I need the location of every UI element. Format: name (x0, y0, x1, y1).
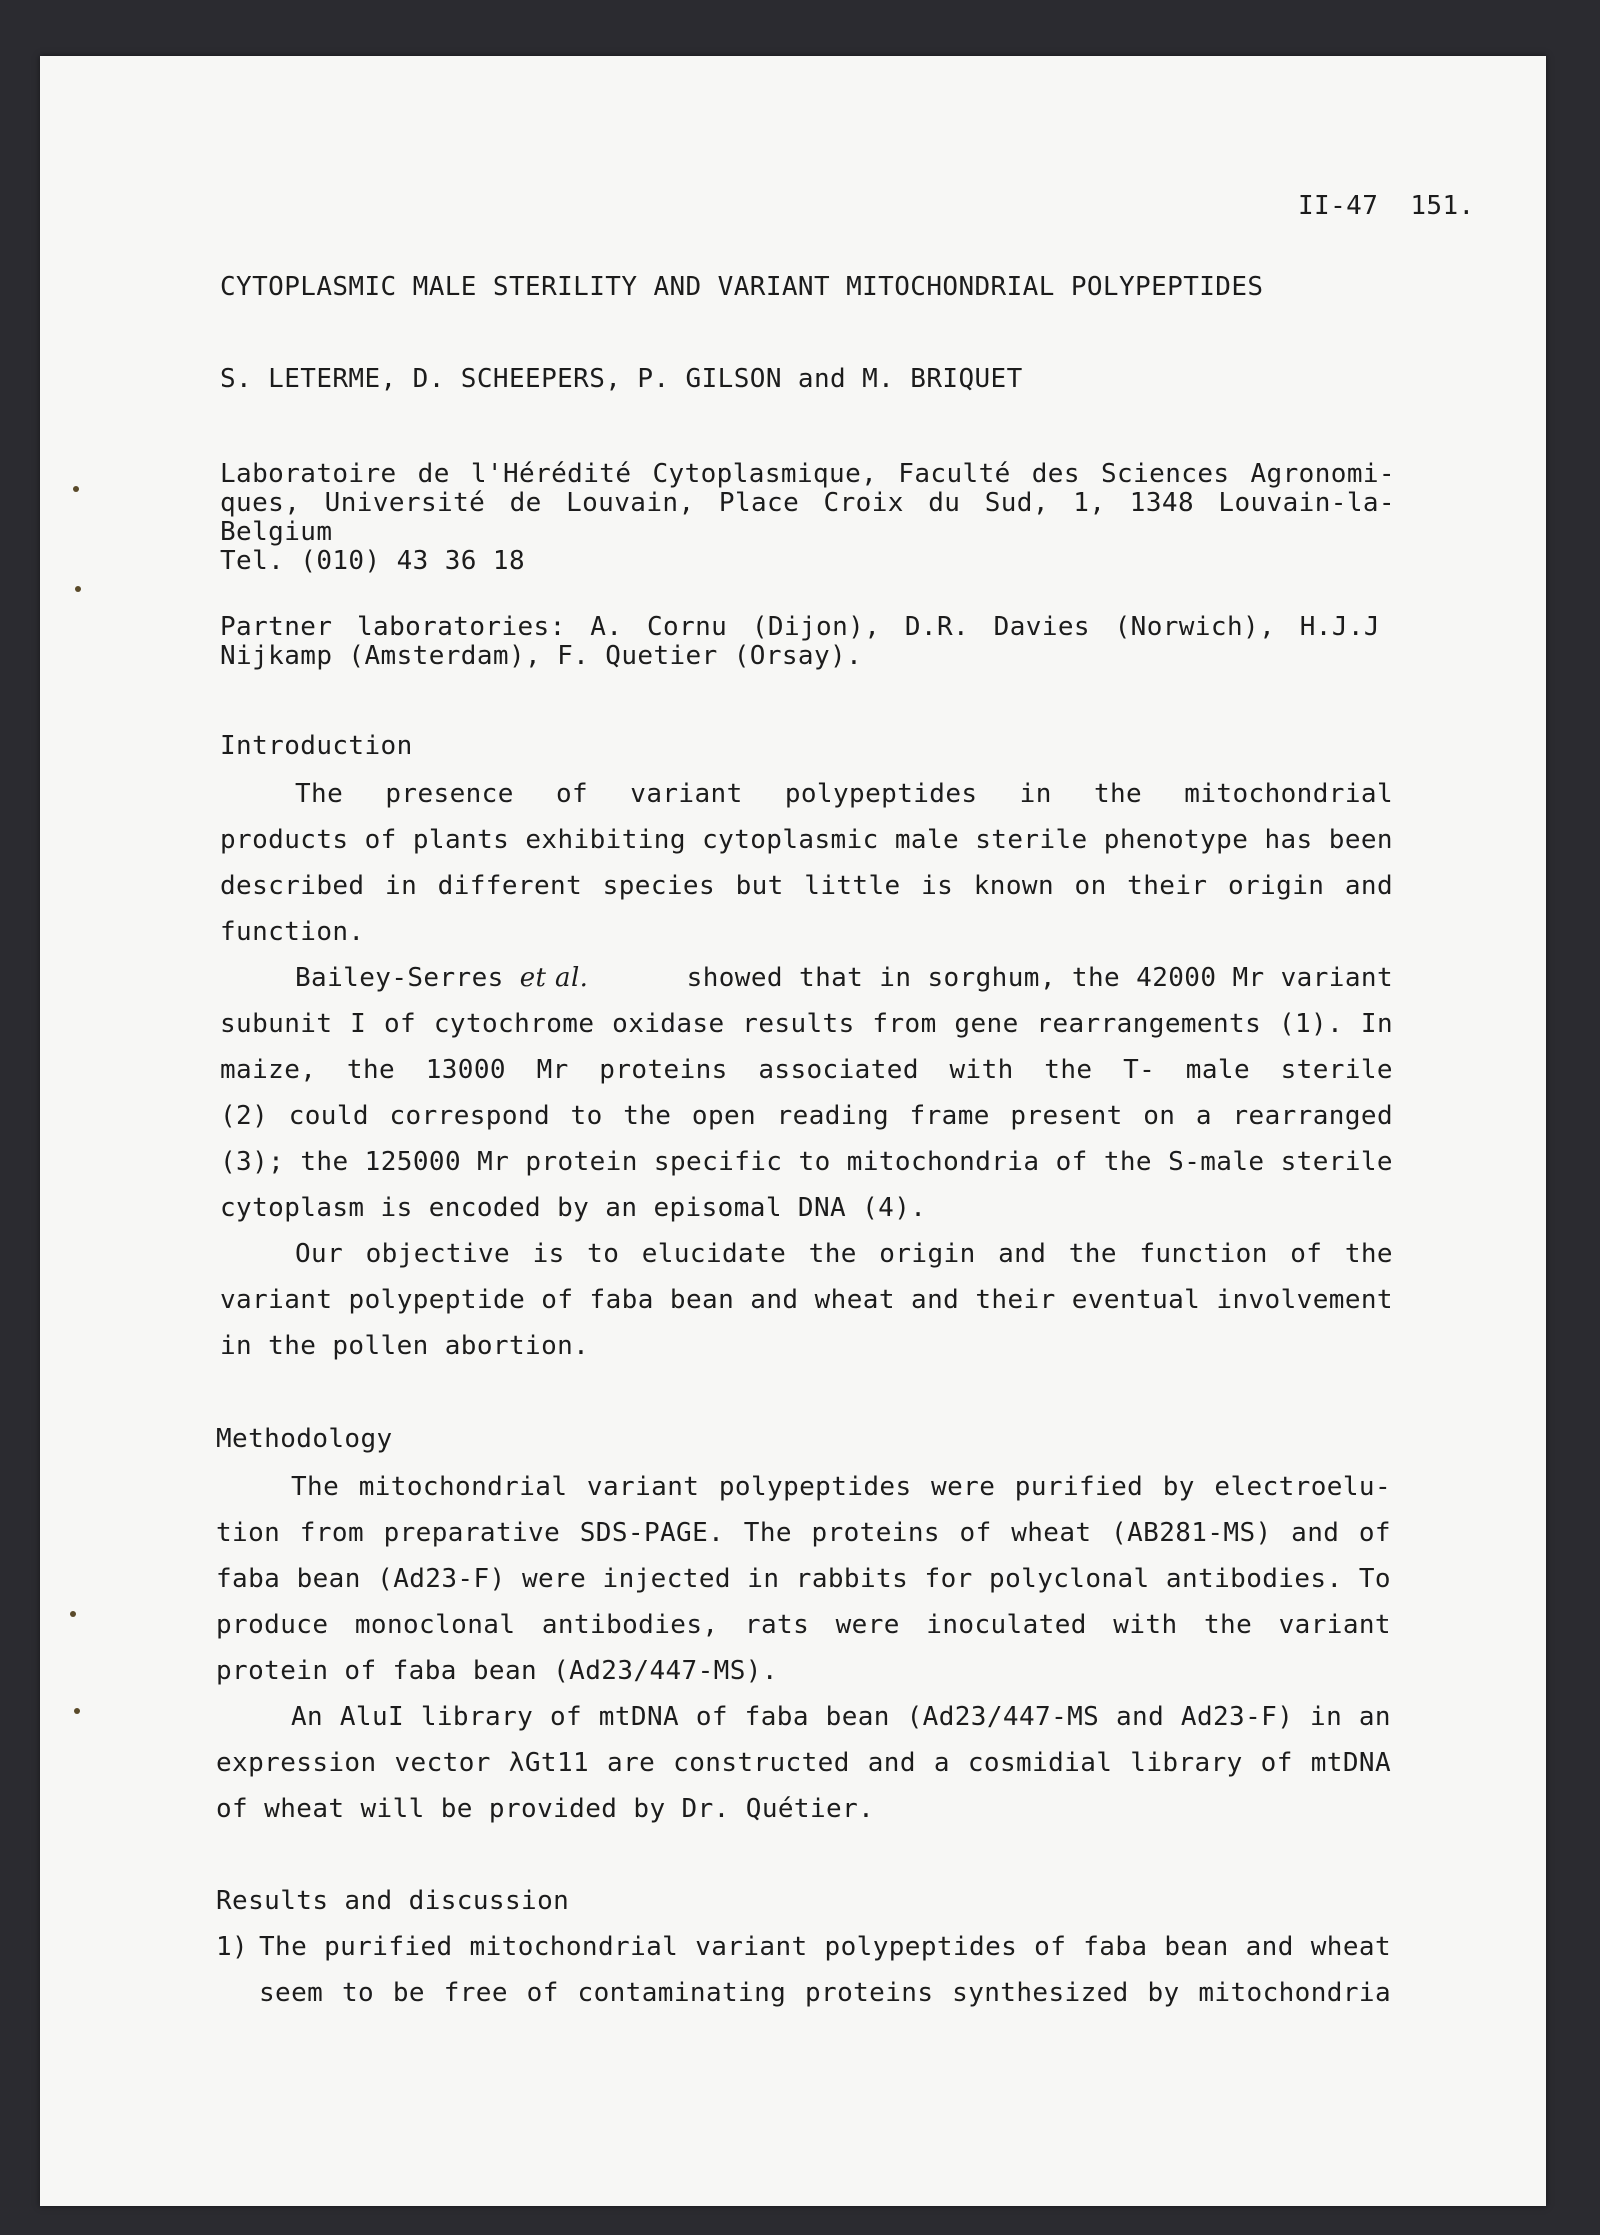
margin-mark (75, 586, 81, 592)
partners-line: Nijkamp (Amsterdam), F. Quetier (Orsay). (220, 641, 863, 671)
paragraph-line: The presence of variant polypeptides in the mitochondrial (295, 779, 1393, 809)
paragraph-line: function. (220, 917, 365, 947)
paragraph-line: described in different species but little is known on their origin and (220, 871, 1393, 901)
paragraph-line: Our objective is to elucidate the origin and the function of the (295, 1239, 1393, 1269)
paragraph-line: products of plants exhibiting cytoplasmic male sterile phenotype has been (220, 825, 1393, 855)
section-heading-methodology: Methodology (216, 1424, 393, 1454)
italic-citation: et al. (519, 963, 589, 993)
list-number: 1) (216, 1932, 249, 1962)
paragraph-line: (2) could correspond to the open reading frame present on a rearranged (220, 1101, 1393, 1131)
text-span: Bailey-Serres (295, 963, 520, 993)
paragraph-line: tion from preparative SDS-PAGE. The proteins of wheat (AB281-MS) and of (216, 1518, 1391, 1548)
paper-title: CYTOPLASMIC MALE STERILITY AND VARIANT MITOCHONDRIAL POLYPEPTIDES (220, 272, 1264, 302)
paragraph-line: protein of faba bean (Ad23/447-MS). (216, 1656, 778, 1686)
margin-mark (74, 1708, 80, 1714)
section-heading-introduction: Introduction (220, 731, 413, 761)
paragraph-line (295, 963, 1393, 993)
paragraph-line: variant polypeptide of faba bean and wheat and their eventual involvement (220, 1285, 1393, 1315)
list-item-line: The purified mitochondrial variant polypeptides of faba bean and wheat (259, 1932, 1391, 1962)
paragraph-line: (3); the 125000 Mr protein specific to mitochondria of the S-male sterile (220, 1147, 1393, 1177)
page-number: II-47 151. (1298, 191, 1475, 221)
paragraph-line: The mitochondrial variant polypeptides were purified by electroelu- (291, 1472, 1391, 1502)
paragraph-line: subunit I of cytochrome oxidase results from gene rearrangements (1). In (220, 1009, 1393, 1039)
list-item-line: seem to be free of contaminating proteins synthesized by mitochondria (259, 1978, 1391, 2008)
paragraph-line: in the pollen abortion. (220, 1331, 590, 1361)
paragraph-line: An AluI library of mtDNA of faba bean (Ad23/447-MS and Ad23-F) in an (291, 1702, 1391, 1732)
document-page (40, 56, 1546, 2206)
text-span: showed that in sorghum, the 42000 Mr variant (670, 963, 1393, 993)
section-heading-results: Results and discussion (216, 1886, 570, 1916)
margin-mark (73, 486, 79, 492)
affiliation-line: Belgium (220, 517, 333, 547)
affiliation-line: ques, Université de Louvain, Place Croix du Sud, 1, 1348 Louvain-la- (220, 488, 1395, 518)
partners-line: Partner laboratories: A. Cornu (Dijon), D.R. Davies (Norwich), H.J.J (220, 612, 1380, 642)
paragraph-line: produce monoclonal antibodies, rats were inoculated with the variant (216, 1610, 1391, 1640)
paragraph-line: cytoplasm is encoded by an episomal DNA (4). (220, 1193, 927, 1223)
telephone: Tel. (010) 43 36 18 (220, 546, 526, 576)
authors: S. LETERME, D. SCHEEPERS, P. GILSON and M. BRIQUET (220, 364, 1023, 394)
affiliation-line: Laboratoire de l'Hérédité Cytoplasmique, Faculté des Sciences Agronomi- (220, 459, 1395, 489)
paragraph-line: of wheat will be provided by Dr. Quétier. (216, 1794, 875, 1824)
paragraph-line: maize, the 13000 Mr proteins associated with the T- male sterile (220, 1055, 1393, 1085)
paragraph-line: expression vector λGt11 are constructed and a cosmidial library of mtDNA (216, 1748, 1391, 1778)
margin-mark (70, 1611, 76, 1617)
paragraph-line: faba bean (Ad23-F) were injected in rabbits for polyclonal antibodies. To (216, 1564, 1391, 1594)
